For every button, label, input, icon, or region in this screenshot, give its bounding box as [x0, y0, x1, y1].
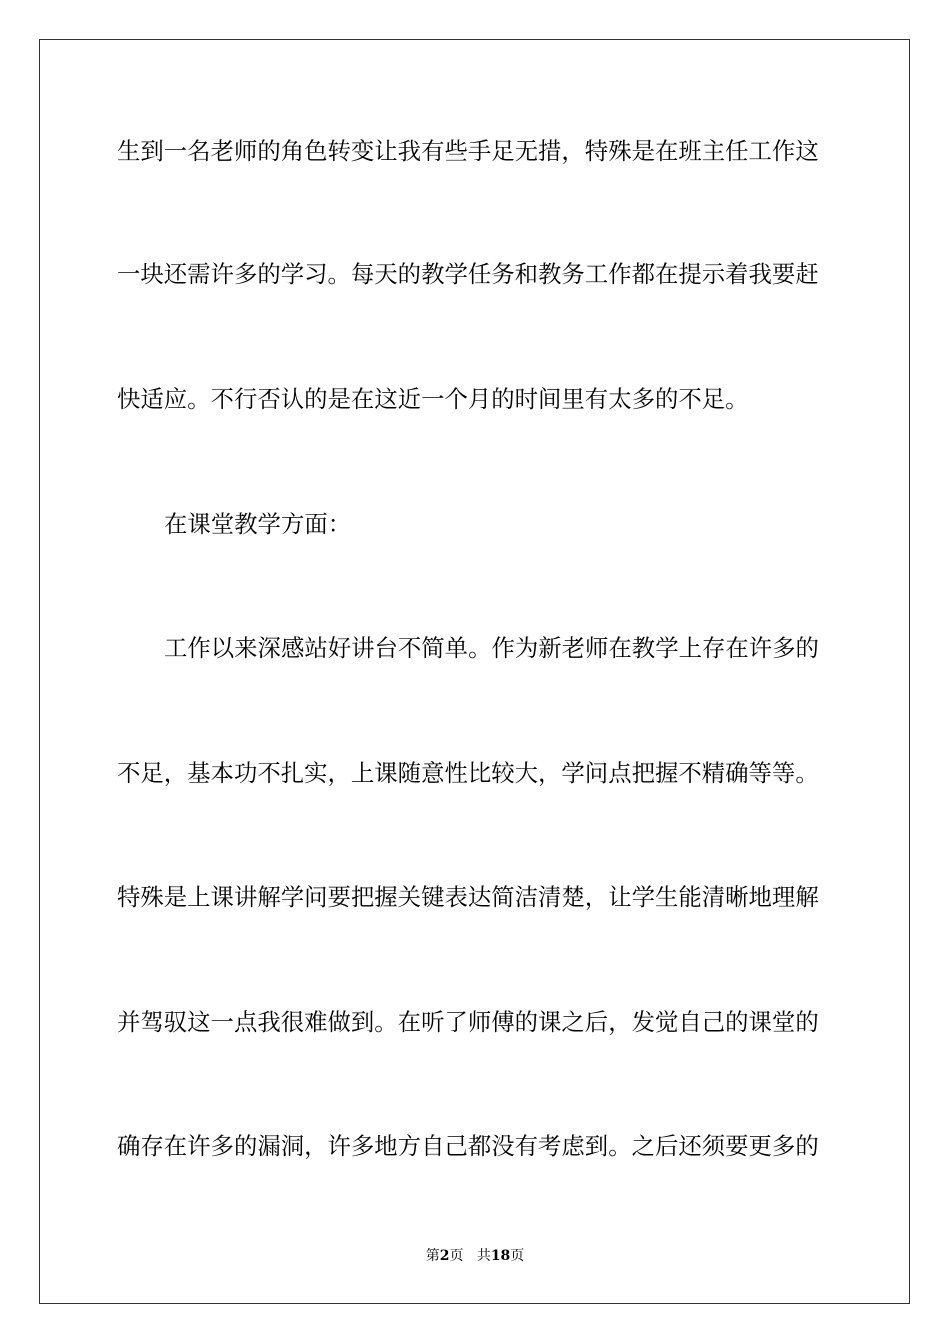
- section-heading: 在课堂教学方面：: [164, 510, 352, 538]
- body-text-line: 并驾驭这一点我很难做到。在听了师傅的课之后，发觉自己的课堂的: [117, 1008, 819, 1036]
- page-prefix: 第: [425, 1248, 440, 1264]
- body-text-line: 快适应。不行否认的是在这近一个月的时间里有太多的不足。: [117, 385, 749, 413]
- page-border: [39, 39, 910, 1304]
- page-suffix: 页: [449, 1248, 464, 1264]
- body-text-line: 一块还需许多的学习。每天的教学任务和教务工作都在提示着我要赶: [117, 260, 819, 288]
- total-prefix: 共: [476, 1248, 491, 1264]
- body-text-line: 不足，基本功不扎实，上课随意性比较大，学问点把握不精确等等。: [117, 759, 819, 787]
- page-number: 2: [439, 1248, 450, 1264]
- body-text-line: 工作以来深感站好讲台不简单。作为新老师在教学上存在许多的: [164, 634, 819, 662]
- total-pages: 18: [490, 1248, 511, 1264]
- body-text-line: 生到一名老师的角色转变让我有些手足无措，特殊是在班主任工作这: [117, 137, 819, 165]
- page-footer: [0, 1247, 950, 1265]
- body-text-line: 确存在许多的漏洞，许多地方自己都没有考虑到。之后还须要更多的: [117, 1132, 819, 1160]
- body-text-line: 特殊是上课讲解学问要把握关键表达简洁清楚，让学生能清晰地理解: [117, 883, 819, 911]
- total-suffix: 页: [510, 1248, 525, 1264]
